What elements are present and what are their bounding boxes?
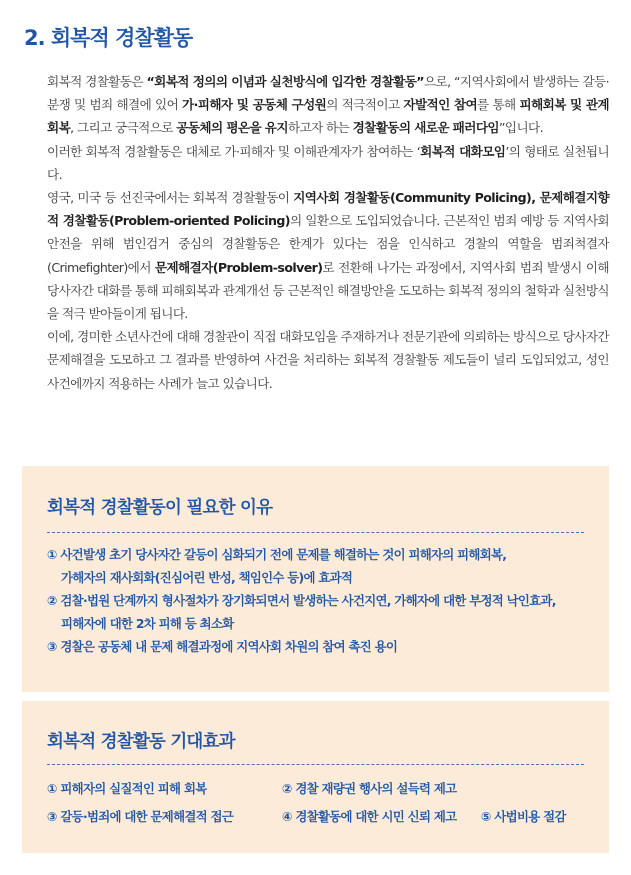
text-run: 하고자 하는 bbox=[287, 120, 353, 136]
text-run: 회복적 경찰활동은 bbox=[47, 74, 147, 89]
reason-line: ② 검찰·법원 단계까지 형사절차가 장기화되면서 발생하는 사건지연, 가해자에 대한 부정적 낙인효과, bbox=[47, 593, 556, 608]
text-run: 으로, “지역사회에서 발생하는 갈등·분쟁 및 범죄 해결에 있어 bbox=[47, 74, 610, 113]
effect-item: ① 피해자의 실질적인 피해 회복 bbox=[47, 781, 207, 796]
reason-line-cont: 가해자의 재사회화(진심어린 반성, 책임인수 등)에 효과적 bbox=[61, 570, 353, 585]
reason-item bbox=[47, 635, 592, 658]
reason-line: ① 사건발생 초기 당사자간 갈등이 심화되기 전에 문제를 해결하는 것이 피해자의 피해회복, bbox=[47, 547, 507, 562]
paragraph-dialogue bbox=[47, 140, 609, 186]
section-title: 2. 회복적 경찰활동 bbox=[24, 26, 193, 50]
dashed-divider bbox=[47, 764, 584, 765]
emphasis-text: 가·피해자 및 공동체 구성원 bbox=[182, 97, 327, 113]
dashed-divider bbox=[47, 532, 584, 533]
reasons-box bbox=[22, 466, 609, 692]
effect-item: ⑤ 사법비용 절감 bbox=[481, 809, 566, 824]
emphasis-text: 피해회복 및 관계회복 bbox=[47, 97, 609, 136]
text-run: 이에, 경미한 소년사건에 대해 경찰관이 직접 대화모임을 주재하거나 전문기관에 의뢰하는 방식으로 당사자간 문제해결을 도모하고 그 결과를 반영하여 사건을 처리하는 회복적 경찰활동 제도들이 널리 도입되었고, 성인 사건에까지 적용하는 사례가 늘고 있습니다. bbox=[47, 329, 609, 391]
emphasis-text: 지역사회 경찰활동(Community Policing), 문제해결지향적 경찰활동(Problem-oriented Policing) bbox=[47, 190, 609, 229]
text-run: 이러한 회복적 경찰활동은 대체로 가·피해자 및 이해관계자가 참여하는 ‘ bbox=[47, 143, 421, 159]
emphasis-text: 회복적 대화모임 bbox=[420, 143, 506, 159]
emphasis-text: 문제해결자(Problem-solver) bbox=[154, 259, 323, 275]
reasons-list bbox=[47, 543, 592, 658]
text-run: 를 통해 bbox=[477, 97, 520, 113]
text-run: ’의 형태로 실천됩니다. bbox=[47, 143, 610, 182]
text-run: 영국, 미국 등 선진국에서는 회복적 경찰활동이 bbox=[47, 190, 294, 206]
text-run: 로 전환해 나가는 과정에서, 지역사회 범죄 발생시 이해당사자간 대화를 통해 피해회복과 관계개선 등 근본적인 해결방안을 도모하는 회복적 정의의 철학과 실천방식을 적극 받아들이게 됩니다. bbox=[47, 259, 609, 322]
text-run: 의 적극적이고 bbox=[326, 97, 404, 113]
emphasis-text: 자발적인 참여 bbox=[403, 97, 478, 113]
reason-item bbox=[47, 543, 592, 589]
reason-item bbox=[47, 589, 592, 635]
effects-title: 회복적 경찰활동 기대효과 bbox=[47, 732, 235, 752]
body-text bbox=[47, 70, 609, 395]
paragraph-overseas bbox=[47, 186, 609, 325]
emphasis-text: “회복적 정의의 이념과 실천방식에 입각한 경찰활동” bbox=[146, 74, 424, 89]
paragraph-adoption bbox=[47, 325, 609, 395]
text-run: 의 일환으로 도입되었습니다. 근본적인 범죄 예방 등 지역사회 안전을 위해 범인검거 중심의 경찰활동은 한계가 있다는 점을 인식하고 경찰의 역할을 범죄척결자(Crimefighter)에서 bbox=[47, 213, 609, 275]
reasons-title: 회복적 경찰활동이 필요한 이유 bbox=[47, 498, 273, 518]
effect-item: ④ 경찰활동에 대한 시민 신뢰 제고 bbox=[282, 809, 457, 824]
emphasis-text: 경찰활동의 새로운 패러다임 bbox=[352, 120, 499, 136]
reason-line: ③ 경찰은 공동체 내 문제 해결과정에 지역사회 차원의 참여 촉진 용이 bbox=[47, 639, 398, 654]
emphasis-text: 공동체의 평온을 유지 bbox=[176, 120, 288, 136]
effect-item: ③ 갈등·범죄에 대한 문제해결적 접근 bbox=[47, 809, 234, 824]
text-run: , 그리고 궁극적으로 bbox=[70, 120, 177, 136]
reason-line-cont: 피해자에 대한 2차 피해 등 최소화 bbox=[61, 616, 234, 631]
paragraph-intro bbox=[47, 70, 609, 140]
effect-item: ② 경찰 재량권 행사의 설득력 제고 bbox=[282, 781, 457, 796]
effects-box bbox=[22, 701, 609, 853]
text-run: ”입니다. bbox=[498, 120, 543, 136]
